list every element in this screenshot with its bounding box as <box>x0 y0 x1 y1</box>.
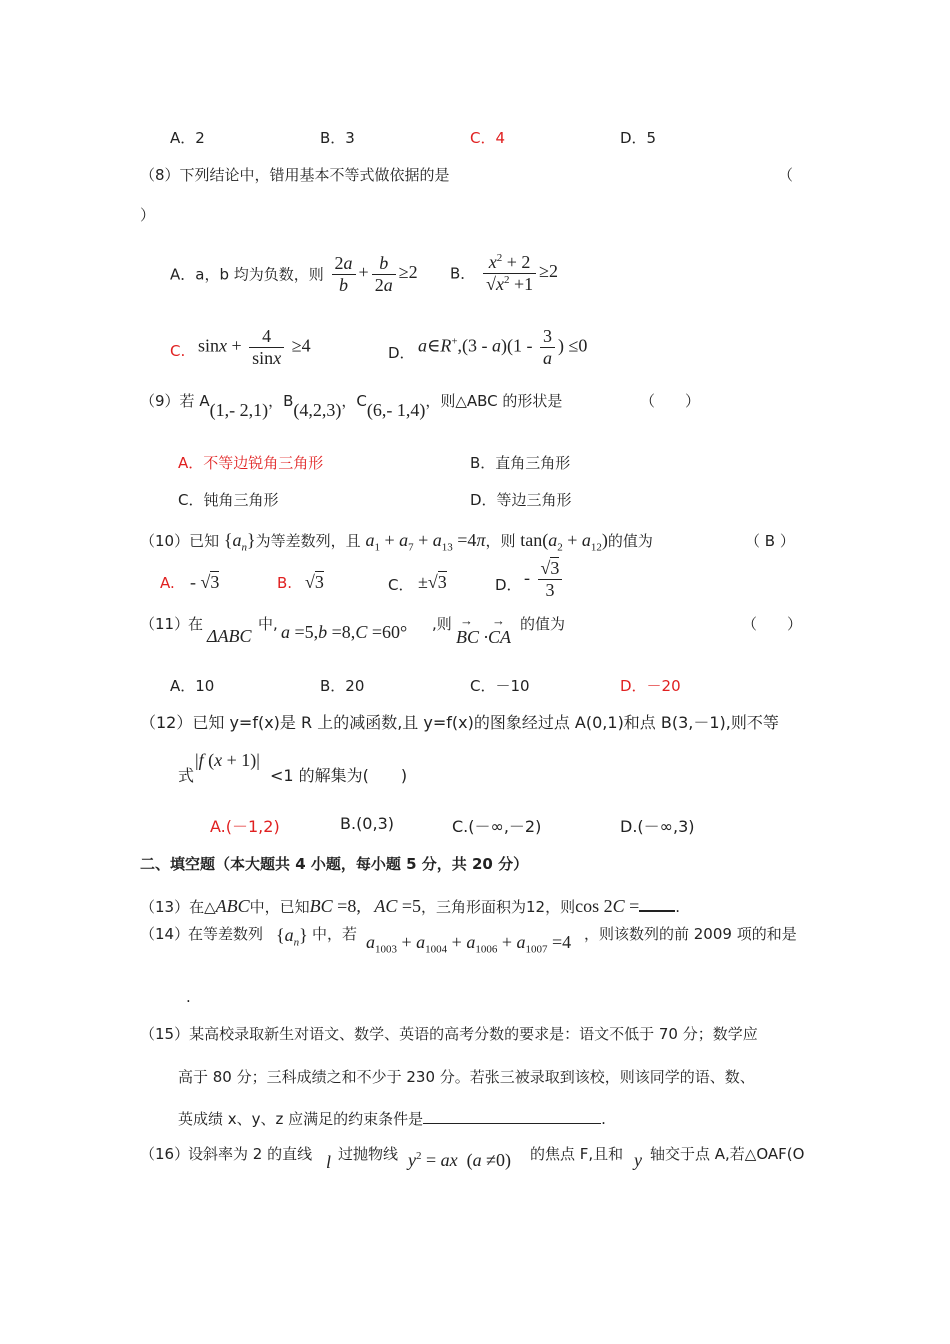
q13-text-2: 中，已知 <box>249 898 310 916</box>
q10-seq: $\{a_n\}$ <box>223 530 256 554</box>
q8-option-a <box>170 253 418 295</box>
q16-text-4: 轴交于点 A,若△OAF(O <box>650 1145 805 1163</box>
q12-line-2-prefix: 式 <box>178 766 195 785</box>
q10-text-2: 为等差数列，且 <box>255 532 361 550</box>
q15-end: . <box>601 1110 606 1128</box>
q12-text-1: 已知 y=f(x)是 R 上的减函数,且 y=f(x)的图象经过点 A(0,1)和点 B(3,－1),则不等 <box>192 713 779 732</box>
q13-number: （13） <box>140 898 190 916</box>
q14-text-1: 在等差数列 <box>188 925 264 943</box>
q15-answer-blank[interactable] <box>423 1123 601 1124</box>
q11-condition: a =5,b =8,C =60° <box>281 622 408 642</box>
q8-a-label: A． <box>170 265 196 284</box>
q13-line <box>140 896 680 917</box>
q9-point-a: (1,- 2,1) <box>209 400 269 420</box>
q8-option-d-label: D． <box>388 344 415 362</box>
q7-option-d: D．5 <box>620 129 657 147</box>
q9-option-a: A．不等边锐角三角形 <box>178 454 324 472</box>
q12-option-d: D.(－∞,3) <box>620 817 695 836</box>
q15-line-2: 高于 80 分；三科成绩之和不少于 230 分。若张三被录取到该校，则该同学的语、数、 <box>178 1068 755 1086</box>
q8-d-formula: a∈R+,(3 - a)(1 - $\frac{3}{a}$ ) ≤0 <box>418 326 588 368</box>
q11-vector-product: → BC ·→ CA <box>456 627 511 648</box>
q9-label-c: C <box>356 392 367 410</box>
q14-seq: $\{a_n\}$ <box>276 925 308 949</box>
q8-paren-open: （ <box>778 166 794 184</box>
q11-paren: （ ） <box>742 615 803 633</box>
q14-text-2: 中，若 <box>312 925 358 943</box>
q11-text-3: ,则 <box>432 615 452 633</box>
q7-option-a: A．2 <box>170 129 205 147</box>
q10-number: （10） <box>140 532 190 550</box>
q11-triangle: ΔABC <box>207 626 252 646</box>
q12-option-a: A.(－1,2) <box>210 817 280 836</box>
q9-option-b: B．直角三角形 <box>470 454 571 472</box>
q9-stem <box>140 390 563 420</box>
q10-option-d-label: D． <box>495 576 522 594</box>
q12-abs-expression: |f (x + 1)| <box>195 750 260 770</box>
q8-stem-text: 下列结论中，错用基本不等式做依据的是 <box>179 166 450 184</box>
q7-option-b: B．3 <box>320 129 355 147</box>
q10-answer: （ B ） <box>745 532 795 550</box>
q9-paren: （ ） <box>640 392 701 410</box>
q8-stem <box>140 164 450 185</box>
q10-option-a-value: - √3 <box>190 572 220 592</box>
q10-text-3: ，则 <box>485 532 516 550</box>
q9-sep-1: ， <box>268 392 284 410</box>
q10-condition: $a_1 + a_7 + a_{13} =4\pi$ <box>365 530 486 554</box>
q8-b-formula: $\frac{x^2 + 2}{√x^2 +1}$ ≥2 <box>480 261 558 281</box>
q9-point-b: (4,2,3) <box>293 400 342 420</box>
q13-target: cos 2C = <box>575 896 640 916</box>
q10-option-b-label: B. <box>277 574 293 592</box>
q10-option-d-value: - $\frac{√3}{3}$ <box>524 558 565 600</box>
q8-a-text: a，b 均为负数，则 <box>195 265 324 284</box>
q11-option-c: C．－10 <box>470 677 530 695</box>
q11-text-4: 的值为 <box>520 615 566 633</box>
q13-triangle: ABC <box>215 896 250 916</box>
q13-condition: BC =8, AC =5 <box>309 896 421 916</box>
q8-c-formula: sinx + $\frac{4}{\sin x}$ ≥4 <box>198 326 311 368</box>
q14-line-2: . <box>186 988 191 1006</box>
q12-line-2: <1 的解集为( ) <box>270 766 408 785</box>
q16-text-1: 设斜率为 2 的直线 <box>188 1145 313 1163</box>
q11-number: （11） <box>140 615 190 633</box>
q14-number: （14） <box>140 925 190 943</box>
q13-text-1: 在△ <box>189 898 216 916</box>
q15-line-3 <box>178 1108 606 1129</box>
q10-option-c-value: ±√3 <box>418 572 447 592</box>
q14-text-3: ，则该数列的前 2009 项的和是 <box>584 925 797 943</box>
q8-a-formula: $\frac{2a}{b}$ + $\frac{b}{2a}$ ≥2 <box>329 262 418 282</box>
q16-y-axis: y <box>634 1150 642 1170</box>
q7-option-c: C．4 <box>470 129 506 147</box>
q14-condition: $a_{1003} + a_{1004} + a_{1006} + a_{1007} =4$ <box>366 932 572 956</box>
q11-option-a: A．10 <box>170 677 215 695</box>
q10-option-c-label: C． <box>388 576 414 594</box>
q11-text-1: 在 <box>188 615 204 633</box>
q9-text-1: 若 A <box>179 392 210 410</box>
q13-answer-blank[interactable] <box>639 910 675 912</box>
q11-text-2: 中, <box>258 615 278 633</box>
q15-text-1: 某高校录取新生对语文、数学、英语的高考分数的要求是：语文不低于 70 分；数学应 <box>189 1025 758 1043</box>
q15-text-3: 英成绩 x、y、z 应满足的约束条件是 <box>178 1110 424 1128</box>
section-2-title: 二、填空题（本大题共 4 小题，每小题 5 分，共 20 分） <box>140 855 529 873</box>
q12-option-c: C.(－∞,－2) <box>452 817 542 836</box>
q12-option-b: B.(0,3) <box>340 814 394 833</box>
q10-text-4: 的值为 <box>607 532 653 550</box>
q11-option-b: B．20 <box>320 677 365 695</box>
q13-text-3: ，三角形面积为12，则 <box>421 898 576 916</box>
q16-text-3: 的焦点 F,且和 <box>530 1145 624 1163</box>
q10-option-a-label: A. <box>160 574 175 592</box>
q16-line-l: l <box>326 1152 332 1172</box>
q9-point-c: (6,- 1,4) <box>366 400 426 420</box>
q12-line-1 <box>140 710 779 733</box>
q10-stem <box>140 530 653 554</box>
q9-sep-2: ， <box>341 392 357 410</box>
q9-option-d: D．等边三角形 <box>470 491 572 509</box>
q16-parabola: $y^2$ = ax (a ≠0) <box>408 1150 512 1170</box>
q10-target: $\tan(a_2 + a_{12})$ <box>520 530 608 554</box>
q8-number: （8） <box>140 166 180 184</box>
q9-number: （9） <box>140 392 180 410</box>
q9-option-c: C．钝角三角形 <box>178 491 279 509</box>
q8-option-b <box>450 252 558 294</box>
q15-line-1 <box>140 1023 758 1044</box>
q10-text-1: 已知 <box>189 532 220 550</box>
q9-label-b: B <box>283 392 294 410</box>
q8-option-c-label: C. <box>170 342 186 360</box>
q11-option-d: D．－20 <box>620 677 681 695</box>
q10-option-b-value: √3 <box>305 572 324 592</box>
q16-text-2: 过抛物线 <box>338 1145 399 1163</box>
q13-end: . <box>675 898 681 916</box>
q15-number: （15） <box>140 1025 190 1043</box>
q8-paren-close: ） <box>140 206 156 224</box>
q16-number: （16） <box>140 1145 190 1163</box>
q12-number: （12） <box>140 713 193 732</box>
q9-text-2: ，则△ABC 的形状是 <box>425 392 563 410</box>
q8-b-label: B． <box>450 264 476 283</box>
